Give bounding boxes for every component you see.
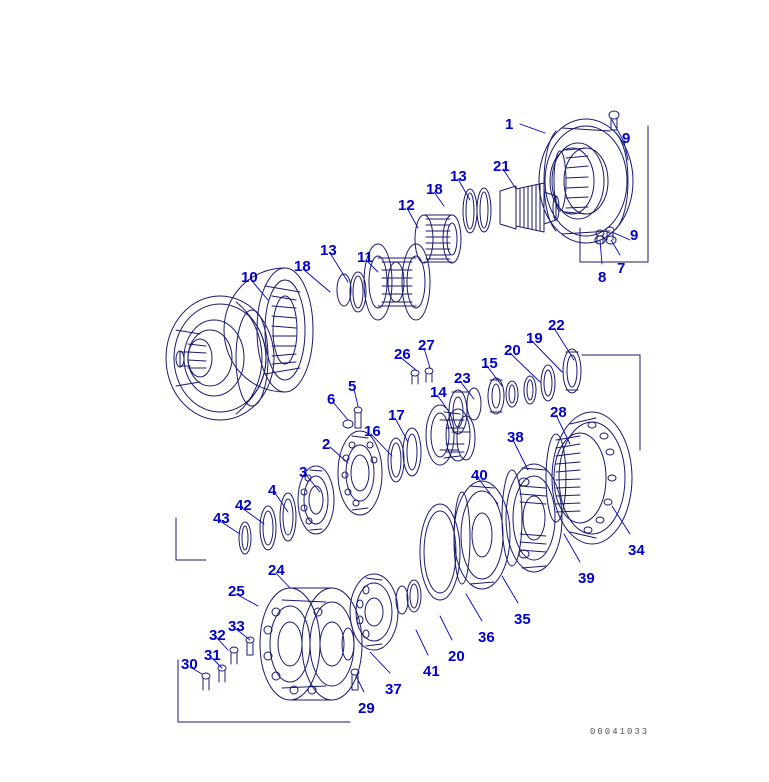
callout-35: 35 [514, 611, 531, 628]
part-12-gear [415, 215, 461, 263]
callout-9a: 9 [622, 130, 631, 147]
callout-14: 14 [430, 384, 447, 401]
parts-35-36-plates [420, 481, 510, 600]
parts-26-27-bolts [411, 368, 433, 384]
callout-16: 16 [364, 423, 381, 440]
part-15-bearing [488, 378, 504, 414]
callout-20b: 20 [448, 648, 465, 665]
callout-20a: 20 [504, 342, 521, 359]
part-2-flange [338, 431, 382, 515]
callout-11: 11 [357, 249, 373, 266]
callout-13a: 13 [450, 168, 467, 185]
callout-1: 1 [505, 116, 514, 133]
callout-10: 10 [241, 269, 258, 286]
callout-22: 22 [548, 317, 565, 334]
callout-12: 12 [398, 197, 415, 214]
callout-7: 7 [617, 260, 626, 277]
callout-13b: 13 [320, 242, 337, 259]
callout-21: 21 [493, 158, 510, 175]
parts-41-20-small-rings [396, 580, 421, 614]
callout-28: 28 [550, 404, 567, 421]
callout-3: 3 [299, 464, 308, 481]
parts-28-34-ring-gear [546, 412, 632, 544]
callout-4: 4 [268, 482, 277, 499]
callout-8: 8 [598, 269, 607, 286]
callout-38: 38 [507, 429, 524, 446]
parts-13-18-rings-left [337, 272, 366, 312]
callout-41: 41 [423, 663, 440, 680]
callout-37: 37 [385, 681, 402, 698]
parts-24-25-housing [260, 588, 362, 700]
callout-27: 27 [418, 337, 435, 354]
callout-43: 43 [213, 510, 230, 527]
callout-31: 31 [204, 647, 221, 664]
part-10-torque-converter [166, 268, 313, 420]
callout-32: 32 [209, 627, 226, 644]
callout-2: 2 [322, 436, 331, 453]
callout-39: 39 [578, 570, 595, 587]
callout-30: 30 [181, 656, 198, 673]
callout-18a: 18 [426, 181, 443, 198]
drawing-part-code: 00041033 [590, 727, 650, 737]
callout-36: 36 [478, 629, 495, 646]
part-11-hub [364, 244, 430, 320]
callout-25: 25 [228, 583, 245, 600]
callout-5: 5 [348, 378, 357, 395]
callout-15: 15 [481, 355, 498, 372]
callout-19: 19 [526, 330, 543, 347]
callout-29: 29 [358, 700, 375, 717]
part-1-housing [539, 119, 633, 243]
group-frames [176, 126, 648, 722]
callout-34: 34 [628, 542, 645, 559]
callout-26: 26 [394, 346, 411, 363]
callout-9b: 9 [630, 227, 639, 244]
callout-33: 33 [228, 618, 245, 635]
callout-6: 6 [327, 391, 336, 408]
callout-17: 17 [388, 407, 405, 424]
parts-38-39-40-carrier [502, 464, 562, 572]
callout-42: 42 [235, 497, 252, 514]
callout-18b: 18 [294, 258, 311, 275]
callout-24: 24 [268, 562, 285, 579]
callout-23: 23 [454, 370, 471, 387]
callout-40: 40 [471, 467, 488, 484]
